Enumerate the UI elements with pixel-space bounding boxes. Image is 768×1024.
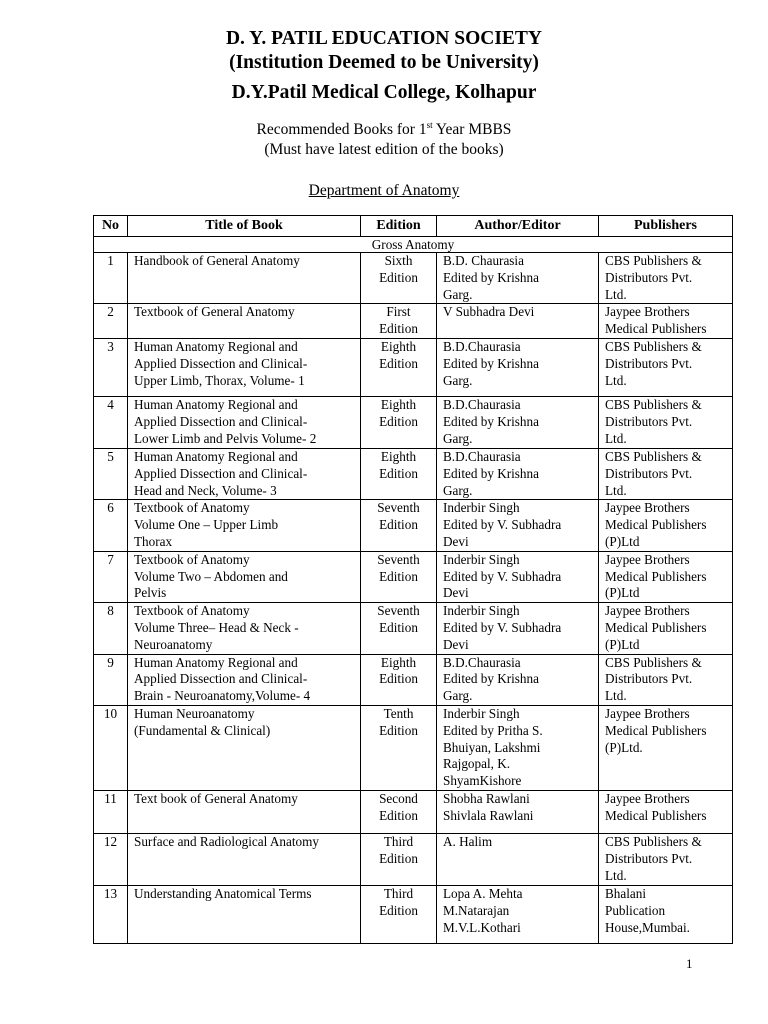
title-line: Applied Dissection and Clinical- (134, 355, 308, 371)
section-row (94, 237, 733, 253)
row-number: 4 (94, 396, 128, 448)
title-line: Textbook of Anatomy (134, 603, 250, 619)
author-line: Edited by Krishna (443, 465, 539, 481)
cell-edition (361, 338, 437, 396)
row-number: 9 (94, 654, 128, 705)
title-line: Text book of General Anatomy (134, 790, 298, 806)
author-line: B.D.Chaurasia (443, 654, 521, 670)
publisher-line: (P)Ltd (605, 533, 640, 549)
edition-line: Third (383, 833, 414, 849)
title-line: Human Anatomy Regional and (134, 396, 298, 412)
title-line: Brain - Neuroanatomy,Volume- 4 (134, 688, 311, 704)
publisher-line: Bhalani (605, 885, 647, 901)
table-header-row (94, 216, 733, 237)
author-line: Edited by V. Subhadra (443, 568, 562, 584)
row-number: 12 (94, 833, 128, 885)
row-number: 7 (94, 551, 128, 602)
institution-subtitle: (Institution Deemed to be University) (229, 52, 539, 73)
author-line: Garg. (443, 372, 473, 388)
publisher-line: CBS Publishers & (605, 253, 702, 268)
section-label: Gross Anatomy (94, 237, 733, 253)
cell-author (437, 833, 599, 885)
author-line: Lopa A. Mehta (443, 885, 523, 901)
author-line: Edited by Krishna (443, 413, 539, 429)
table-row (94, 396, 733, 448)
author-line: Devi (443, 533, 469, 549)
cell-author (437, 551, 599, 602)
edition-line: Seventh (377, 500, 420, 516)
college-title: D.Y.Patil Medical College, Kolhapur (231, 82, 537, 103)
cell-author (437, 603, 599, 654)
title-line: Applied Dissection and Clinical- (134, 413, 308, 429)
author-line: Inderbir Singh (443, 705, 520, 721)
cell-title (128, 833, 361, 885)
title-line: Human Anatomy Regional and (134, 338, 298, 354)
cell-author (437, 885, 599, 943)
edition-line: Eighth (380, 338, 417, 354)
cell-edition (361, 603, 437, 654)
row-number: 6 (94, 500, 128, 551)
publisher-line: Jaypee Brothers (605, 790, 690, 806)
table-row (94, 304, 733, 339)
cell-edition (361, 396, 437, 448)
edition-note: (Must have latest edition of the books) (264, 141, 504, 158)
title-line: Textbook of General Anatomy (134, 304, 295, 320)
cell-edition (361, 885, 437, 943)
edition-line: Edition (379, 850, 418, 866)
publisher-line: CBS Publishers & (605, 396, 702, 412)
cell-author (437, 338, 599, 396)
cell-title (128, 705, 361, 790)
author-line: Bhuiyan, Lakshmi (443, 739, 541, 755)
header-edition: Edition (361, 216, 437, 237)
publisher-line: Ltd. (605, 867, 627, 883)
header-publisher: Publishers (599, 216, 733, 237)
cell-publisher (599, 253, 733, 304)
publisher-line: Medical Publishers (605, 619, 707, 635)
cell-author (437, 253, 599, 304)
title-line: Textbook of Anatomy (134, 551, 250, 567)
publisher-line: Distributors Pvt. (605, 850, 693, 866)
publisher-line: Publication (605, 902, 666, 918)
row-number: 8 (94, 603, 128, 654)
publisher-line: Distributors Pvt. (605, 671, 693, 687)
cell-publisher (599, 396, 733, 448)
title-line: Upper Limb, Thorax, Volume- 1 (134, 372, 305, 388)
title-line: Textbook of Anatomy (134, 500, 250, 516)
author-line: Edited by Krishna (443, 355, 539, 371)
publisher-line: (P)Ltd. (605, 739, 643, 755)
edition-line: Edition (379, 355, 418, 371)
table-row (94, 790, 733, 833)
cell-publisher (599, 338, 733, 396)
header-title: Title of Book (128, 216, 361, 237)
cell-title (128, 448, 361, 499)
edition-line: Edition (379, 465, 418, 481)
publisher-line: Distributors Pvt. (605, 355, 693, 371)
publisher-line: Jaypee Brothers (605, 603, 690, 619)
cell-title (128, 253, 361, 304)
edition-line: Edition (379, 671, 418, 687)
cell-author (437, 790, 599, 833)
author-line: Inderbir Singh (443, 500, 520, 516)
society-title: D. Y. PATIL EDUCATION SOCIETY (225, 28, 543, 49)
title-line: Applied Dissection and Clinical- (134, 671, 308, 687)
edition-line: Edition (379, 619, 418, 635)
table-row (94, 705, 733, 790)
cell-edition (361, 654, 437, 705)
cell-publisher (599, 500, 733, 551)
cell-edition (361, 304, 437, 339)
publisher-line: Distributors Pvt. (605, 465, 693, 481)
author-line: Edited by Krishna (443, 671, 539, 687)
publisher-line: Ltd. (605, 688, 627, 704)
cell-title (128, 885, 361, 943)
title-line: Volume One – Upper Limb (134, 517, 279, 533)
cell-publisher (599, 705, 733, 790)
row-number: 10 (94, 705, 128, 790)
cell-title (128, 603, 361, 654)
cell-author (437, 304, 599, 339)
publisher-line: Medical Publishers (605, 517, 707, 533)
cell-title (128, 304, 361, 339)
row-number: 5 (94, 448, 128, 499)
author-line: Inderbir Singh (443, 603, 520, 619)
page-number: 1 (686, 956, 693, 971)
table-row (94, 448, 733, 499)
cell-publisher (599, 833, 733, 885)
publisher-line: Jaypee Brothers (605, 500, 690, 516)
cell-publisher (599, 551, 733, 602)
title-line: Applied Dissection and Clinical- (134, 465, 308, 481)
header-no: No (94, 216, 128, 237)
table-row (94, 253, 733, 304)
title-line: Understanding Anatomical Terms (134, 885, 312, 901)
table-row (94, 885, 733, 943)
cell-publisher (599, 603, 733, 654)
title-line: Human Neuroanatomy (134, 705, 255, 721)
cell-author (437, 396, 599, 448)
cell-title (128, 500, 361, 551)
author-line: B.D. Chaurasia (443, 253, 524, 268)
edition-line: Seventh (377, 551, 420, 567)
author-line: Garg. (443, 286, 473, 302)
recommended-superscript: st (426, 120, 433, 130)
publisher-line: Medical Publishers (605, 807, 707, 823)
author-line: V Subhadra Devi (443, 304, 535, 320)
cell-edition (361, 448, 437, 499)
author-line: Edited by V. Subhadra (443, 517, 562, 533)
cell-edition (361, 253, 437, 304)
table-row (94, 338, 733, 396)
cell-publisher (599, 654, 733, 705)
edition-line: Edition (379, 321, 418, 337)
edition-line: Edition (379, 517, 418, 533)
author-line: Shobha Rawlani (443, 790, 530, 806)
title-line: Volume Three– Head & Neck - (134, 619, 299, 635)
publisher-line: Ltd. (605, 430, 627, 446)
title-line: Surface and Radiological Anatomy (134, 833, 319, 849)
edition-line: Edition (379, 722, 418, 738)
publisher-line: (P)Ltd (605, 585, 640, 601)
edition-line: Sixth (384, 253, 413, 268)
edition-line: Third (383, 885, 414, 901)
publisher-line: Medical Publishers (605, 321, 707, 337)
cell-author (437, 654, 599, 705)
edition-line: Edition (379, 413, 418, 429)
author-line: ShyamKishore (443, 773, 522, 789)
cell-title (128, 790, 361, 833)
row-number: 13 (94, 885, 128, 943)
recommended-line (0, 121, 768, 139)
table-row (94, 654, 733, 705)
author-line: B.D.Chaurasia (443, 338, 521, 354)
title-line: Lower Limb and Pelvis Volume- 2 (134, 430, 317, 446)
publisher-line: Ltd. (605, 372, 627, 388)
title-line: Volume Two – Abdomen and (134, 568, 288, 584)
author-line: Edited by Pritha S. (443, 722, 543, 738)
cell-author (437, 448, 599, 499)
title-line: Human Anatomy Regional and (134, 448, 298, 464)
author-line: Garg. (443, 688, 473, 704)
publisher-line: House,Mumbai. (605, 919, 690, 935)
title-line: Head and Neck, Volume- 3 (134, 482, 277, 498)
department-heading (0, 182, 768, 200)
author-line: Inderbir Singh (443, 551, 520, 567)
books-table (93, 215, 733, 944)
table-row (94, 603, 733, 654)
edition-line: Edition (379, 269, 418, 285)
cell-edition (361, 833, 437, 885)
author-line: M.V.L.Kothari (443, 919, 521, 935)
publisher-line: Jaypee Brothers (605, 304, 690, 320)
recommended-prefix: Recommended Books for 1 (256, 121, 427, 138)
author-line: Garg. (443, 430, 473, 446)
author-line: Edited by Krishna (443, 269, 539, 285)
publisher-line: (P)Ltd (605, 636, 640, 652)
edition-line: Edition (379, 568, 418, 584)
cell-title (128, 338, 361, 396)
publisher-line: Jaypee Brothers (605, 551, 690, 567)
author-line: A. Halim (443, 833, 493, 849)
publisher-line: CBS Publishers & (605, 338, 702, 354)
cell-edition (361, 500, 437, 551)
cell-title (128, 654, 361, 705)
cell-title (128, 396, 361, 448)
edition-line: First (386, 304, 411, 320)
edition-line: Eighth (380, 448, 417, 464)
publisher-line: Distributors Pvt. (605, 269, 693, 285)
title-line: Neuroanatomy (134, 636, 213, 652)
author-line: Devi (443, 585, 469, 601)
cell-edition (361, 790, 437, 833)
title-line: (Fundamental & Clinical) (134, 722, 271, 738)
row-number: 2 (94, 304, 128, 339)
author-line: Edited by V. Subhadra (443, 619, 562, 635)
table-row (94, 833, 733, 885)
cell-author (437, 705, 599, 790)
edition-line: Eighth (380, 654, 417, 670)
edition-line: Second (379, 790, 418, 806)
publisher-line: Medical Publishers (605, 568, 707, 584)
title-line: Thorax (134, 533, 173, 549)
recommended-suffix: Year MBBS (432, 121, 512, 138)
cell-publisher (599, 448, 733, 499)
cell-author (437, 500, 599, 551)
publisher-line: CBS Publishers & (605, 833, 702, 849)
cell-publisher (599, 304, 733, 339)
edition-line: Seventh (377, 603, 420, 619)
table-row (94, 500, 733, 551)
edition-line: Edition (379, 902, 418, 918)
title-line: Pelvis (134, 585, 167, 601)
department-label: Department of Anatomy (308, 182, 460, 199)
edition-line: Eighth (380, 396, 417, 412)
publisher-line: Distributors Pvt. (605, 413, 693, 429)
author-line: Shivlala Rawlani (443, 807, 534, 823)
author-line: B.D.Chaurasia (443, 396, 521, 412)
edition-line: Tenth (383, 705, 414, 721)
publisher-line: Jaypee Brothers (605, 705, 690, 721)
publisher-line: Ltd. (605, 482, 627, 498)
cell-publisher (599, 790, 733, 833)
publisher-line: Medical Publishers (605, 722, 707, 738)
cell-title (128, 551, 361, 602)
edition-line: Edition (379, 807, 418, 823)
cell-publisher (599, 885, 733, 943)
title-line: Human Anatomy Regional and (134, 654, 298, 670)
cell-edition (361, 705, 437, 790)
author-line: M.Natarajan (443, 902, 510, 918)
cell-edition (361, 551, 437, 602)
header-author: Author/Editor (437, 216, 599, 237)
author-line: Devi (443, 636, 469, 652)
row-number: 11 (94, 790, 128, 833)
row-number: 3 (94, 338, 128, 396)
table-row (94, 551, 733, 602)
publisher-line: CBS Publishers & (605, 654, 702, 670)
title-line: Handbook of General Anatomy (134, 253, 300, 268)
publisher-line: Ltd. (605, 286, 627, 302)
author-line: Garg. (443, 482, 473, 498)
publisher-line: CBS Publishers & (605, 448, 702, 464)
row-number: 1 (94, 253, 128, 304)
author-line: Rajgopal, K. (443, 756, 511, 772)
author-line: B.D.Chaurasia (443, 448, 521, 464)
